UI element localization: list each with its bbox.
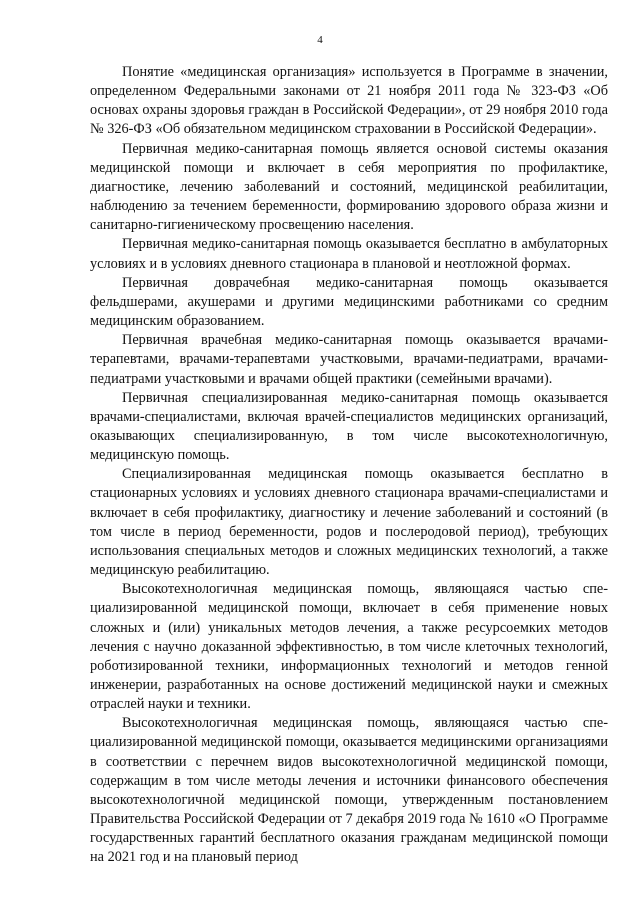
paragraph-primary-care-free: Первичная медико-санитарная помощь оказывается бесплатно в амбулаторных условиях и в условиях дневного стационара в плановой и неотложной формах. <box>90 236 608 272</box>
document-body <box>90 63 608 868</box>
paragraph-medical-organization-definition: Понятие «медицинская организация» используется в Программе в значении, определенном Федеральными законами от 21 ноября 2011 года № 323-ФЗ «Об основах охраны здоровья граждан в Российской Федерации», от 29 ноября 2010 года № 326-ФЗ «Об обязательном медицинском страховании в Российской Федерации». <box>90 64 608 138</box>
paragraph-specialized-care: Специализированная медицинская помощь оказывается бесплатно в стационарных условиях и условиях дневного стационара врачами-специалистами и включает в себя профилактику, диагностику и лечение заболеваний и состояний (в том числе в период беременности, родов и послеродовой период), требующих использования специальных методов и сложных медицинских технологий, а также медицинскую реабилитацию. <box>90 466 608 579</box>
paragraph-primary-care-basis: Первичная медико-санитарная помощь является основой системы оказания медицинской помощи и включает в себя мероприятия по профилактике, диагностике, лечению заболеваний и состояний, медицинской реабилитации, наблюдению за течением беременности, формированию здорового образа жизни и санитарно-гигиеническому просвещению населения. <box>90 140 608 234</box>
paragraph-high-tech-care-definition: Высокотехнологичная медицинская помощь, являющаяся частью специализированной медицинской помощи, включает в себя применение новых сложных и (или) уникальных методов лечения, а также ресурсоемких методов лечения с научно доказанной эффективностью, в том числе клеточных технологий, роботизированной техники, информационных технологий и методов генной инженерии, разработанных на основе достижений медицинской науки и смежных отраслей науки и техники. <box>90 581 608 713</box>
paragraph-pre-doctor-care: Первичная доврачебная медико-санитарная помощь оказывается фельдшерами, акушерами и другими медицинскими работниками со средним медицинским образованием. <box>90 274 608 330</box>
paragraph-specialized-primary-care: Первичная специализированная медико-санитарная помощь оказывается врачами-специалистами, включая врачей-специалистов медицинских организаций, оказывающих специализированную, в том числе высокотехнологичную, медицинскую помощь. <box>90 389 608 464</box>
paragraph-doctor-primary-care: Первичная врачебная медико-санитарная помощь оказывается врачами-терапевтами, врачами-терапевтами участковыми, врачами-педиатрами, врачами-педиатрами участковыми и врачами общей практики (семейными врачами). <box>90 332 608 387</box>
page-number: 4 <box>317 34 323 46</box>
paragraph-high-tech-care-provision: Высокотехнологичная медицинская помощь, являющаяся частью специализированной медицинской помощи, оказывается медицинскими организациями в соответствии с перечнем видов высокотехнологичной медицинской помощи, содержащим в том числе методы лечения и источники финансового обеспечения высокотехнологичной медицинской помощи, утвержденным постановлением Правительства Российской Федерации от 7 декабря 2019 года № 1610 «О Программе государственных гарантий бесплатного оказания гражданам медицинской помощи на 2021 год и на плановый период <box>90 715 608 866</box>
